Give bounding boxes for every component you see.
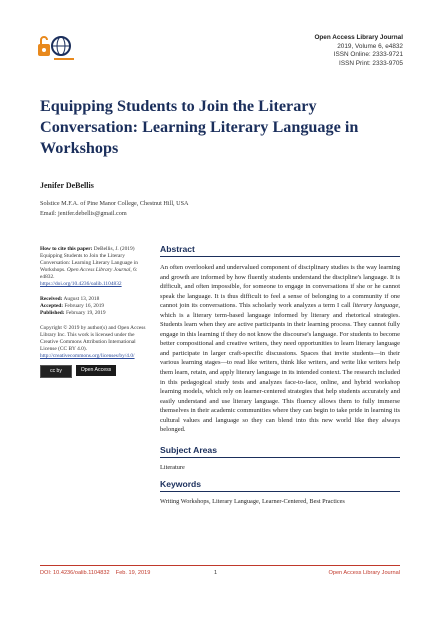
doi-link[interactable]: https://doi.org/10.4236/oalib.1104832 bbox=[40, 281, 122, 287]
affiliation: Solstice M.F.A. of Pine Manor College, Chestnut Hill, USA bbox=[40, 200, 189, 207]
abstract-part-2: , which is a literary term-based language informed by literary and rhetorical strategies. Students learn when they are active participants in their learning process. They cannot fully engage in this learning if they do not know the discourse's language. For students to become better compositional and creative writers, they need opportunities to learn literary language and participate in larger craft-specific discussions. Spaces that invite students—in their various learning stages—to read like writers, think like writers, and write like writers help them learn, retain, and apply literary language in its intended context. The research included in this pedagogical study tests and analyzes face-to-face, online, and hybrid workshop learning models, which rely on learner-centered strategies that help students accurately and easily understand and use literary language. This fluency allows them to fully immerse themselves in their academic communities where they can begin to take pride in learning its cultural values and language so they can blend into this new world like they always belonged. bbox=[160, 302, 400, 434]
license-badges bbox=[40, 365, 153, 378]
open-access-badge: Open Access bbox=[76, 365, 116, 376]
abstract-text bbox=[160, 263, 400, 435]
dates bbox=[40, 296, 153, 317]
keywords-heading: Keywords bbox=[160, 479, 400, 492]
how-to-cite bbox=[40, 246, 153, 288]
copyright-block bbox=[40, 325, 153, 360]
author-affiliation-block bbox=[40, 199, 189, 218]
footer-doi[interactable]: DOI: 10.4236/oalib.1104832 bbox=[40, 570, 110, 576]
volume-line: 2019, Volume 6, e4832 bbox=[337, 42, 403, 50]
journal-name: Open Access Library Journal bbox=[314, 34, 403, 41]
received-date: August 13, 2018 bbox=[63, 296, 100, 302]
page-number: 1 bbox=[214, 570, 218, 576]
cc-by-badge[interactable]: cc by bbox=[40, 365, 72, 378]
footer-date: Feb. 19, 2019 bbox=[115, 570, 151, 576]
keywords-text: Writing Workshops, Literary Language, Learner-Centered, Best Practices bbox=[160, 497, 345, 505]
footer-divider bbox=[40, 565, 400, 566]
journal-info bbox=[314, 34, 403, 68]
article-title: Equipping Students to Join the Literary Conversation: Learning Literary Language in Workshops bbox=[40, 97, 359, 157]
footer-doi-date bbox=[40, 570, 150, 576]
abstract-term: literary language bbox=[352, 302, 399, 310]
abstract-heading: Abstract bbox=[160, 244, 400, 257]
accepted-date: February 16, 2019 bbox=[64, 303, 105, 309]
subject-areas-text: Literature bbox=[160, 463, 185, 471]
cite-volume: 6: e4832. bbox=[40, 267, 138, 280]
published-label: Published: bbox=[40, 310, 65, 316]
published-date: February 19, 2019 bbox=[65, 310, 106, 316]
issn-print: ISSN Print: 2333-9705 bbox=[339, 59, 403, 67]
received-label: Received: bbox=[40, 296, 63, 302]
open-access-logo bbox=[37, 33, 75, 63]
cite-text: DeBellis, J. (2019) Equipping Students to Join the Literary Conversation: Learning Literary Language in Workshops. bbox=[40, 246, 138, 273]
license-link[interactable]: http://creativecommons.org/licenses/by/4.0/ bbox=[40, 353, 135, 359]
citation-sidebar bbox=[40, 246, 153, 378]
accepted-label: Accepted: bbox=[40, 303, 64, 309]
cite-label: How to cite this paper: bbox=[40, 246, 93, 252]
author-name: Jenifer DeBellis bbox=[40, 181, 94, 190]
footer-journal: Open Access Library Journal bbox=[328, 570, 400, 576]
subject-areas-heading: Subject Areas bbox=[160, 445, 400, 458]
main-column bbox=[160, 244, 400, 513]
abstract-part-1: An often overlooked and undervalued component of disciplinary studies is the way learning and growth are informed by how fluently students understand the discipline's language. It is difficult, and often impossible, for someone to engage in conversations if she or he cannot speak the language. It is thus difficult to feel a sense of belonging to a community if one cannot join its conversations. This scholarly work analyzes a term I call bbox=[160, 264, 400, 310]
copyright-text: Copyright © 2019 by author(s) and Open Access Library Inc. This work is licensed under the Creative Commons Attribution International License (CC BY 4.0). bbox=[40, 325, 146, 352]
issn-online: ISSN Online: 2333-9721 bbox=[333, 51, 403, 59]
email[interactable]: Email: jenifer.debellis@gmail.com bbox=[40, 209, 127, 217]
cite-journal: Open Access Library Journal, bbox=[66, 267, 132, 273]
